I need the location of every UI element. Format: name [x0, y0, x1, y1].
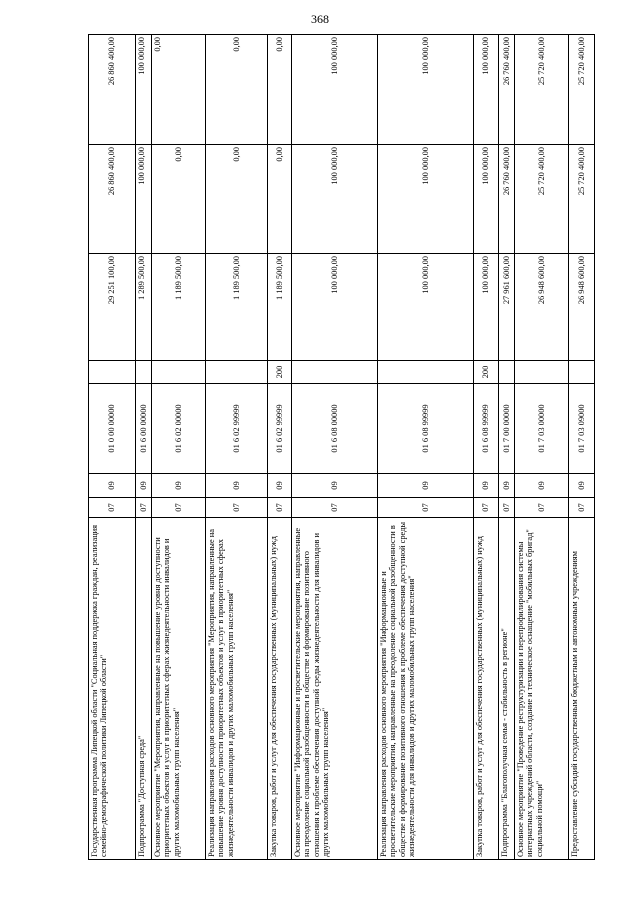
row-name: Предоставление субсидий государственным бюджетным и автономным учреждениям [569, 518, 595, 860]
row-amount-1: 100 000,00 [474, 254, 499, 361]
row-amount-2: 26 860 400,00 [89, 145, 136, 254]
row-amount-3: 100 000,00 [378, 35, 474, 145]
row-name: Основное мероприятие "Информационные и просветительские мероприятия, направленные на преодоление социальной разобщенности в обществе и формирование позитивного отношения к проблеме обеспечения доступной среды жизнедеятельности для инвалидов и других маломобильных групп населения" [292, 518, 378, 860]
row-section: 07 [378, 498, 474, 518]
row-section: 07 [206, 498, 268, 518]
row-amount-3: 100 000,00 [292, 35, 378, 145]
row-amount-1: 29 251 100,00 [89, 254, 136, 361]
row-expense-type: 200 [474, 361, 499, 384]
row-subsection: 09 [499, 474, 515, 498]
row-amount-1: 1 189 500,00 [268, 254, 292, 361]
row-expense-type [499, 361, 515, 384]
table-row [569, 35, 595, 860]
row-subsection: 09 [569, 474, 595, 498]
row-amount-3: 25 720 400,00 [569, 35, 595, 145]
row-amount-2: 25 720 400,00 [515, 145, 569, 254]
row-amount-2: 0,00 [152, 145, 206, 254]
row-amount-1: 26 948 600,00 [569, 254, 595, 361]
row-amount-3: 25 720 400,00 [515, 35, 569, 145]
row-name: Реализация направления расходов основного мероприятия "Мероприятия, направленные на повышение уровня доступности приоритетных объектов и услуг в приоритетных сферах жизнедеятельности инвалидов и других маломобильных групп населения" [206, 518, 268, 860]
row-section: 07 [499, 498, 515, 518]
row-target: 01 7 03 09000 [569, 384, 595, 474]
page-number: 368 [311, 12, 329, 26]
row-expense-type [515, 361, 569, 384]
row-amount-3: 100 000,00 [136, 35, 152, 145]
row-expense-type: 200 [268, 361, 292, 384]
row-name: Реализация направления расходов основного мероприятия "Информационные и просветительские мероприятия, направленные на преодоление социальной разобщенности в обществе и формирование позитивного отношения к проблеме обеспечения доступной среды жизнедеятельности для инвалидов и других маломобильных групп населения" [378, 518, 474, 860]
row-subsection: 09 [474, 474, 499, 498]
row-subsection: 09 [152, 474, 206, 498]
row-amount-2: 0,00 [206, 145, 268, 254]
row-target: 01 7 03 00000 [515, 384, 569, 474]
row-expense-type [89, 361, 136, 384]
row-amount-2: 25 720 400,00 [569, 145, 595, 254]
row-target: 01 6 08 00000 [292, 384, 378, 474]
row-name: Основное мероприятие "Мероприятия, направленные на повышение уровня доступности приоритетных объектов и услуг в приоритетных сферах жизнедеятельности инвалидов и других маломобильных групп населения" [152, 518, 206, 860]
row-amount-1: 1 189 500,00 [206, 254, 268, 361]
row-amount-1: 27 961 600,00 [499, 254, 515, 361]
row-expense-type [206, 361, 268, 384]
row-name: Основное мероприятие "Проведение реструктуризации и перепрофилирования системы интернатных учреждений области, создание и техническое оснащение "мобильных бригад" социальной помощи" [515, 518, 569, 860]
table-row [292, 35, 378, 860]
table-row [499, 35, 515, 860]
row-section: 07 [515, 498, 569, 518]
table-row [152, 35, 206, 860]
table-row [89, 35, 136, 860]
rotated-table-container [88, 35, 586, 860]
row-amount-1: 1 289 500,00 [136, 254, 152, 361]
row-section: 07 [152, 498, 206, 518]
row-expense-type [136, 361, 152, 384]
row-section: 07 [292, 498, 378, 518]
row-subsection: 09 [292, 474, 378, 498]
row-amount-2: 100 000,00 [136, 145, 152, 254]
row-subsection: 09 [89, 474, 136, 498]
row-amount-1: 100 000,00 [292, 254, 378, 361]
row-amount-3: 0,00 [206, 35, 268, 145]
row-name: Закупка товаров, работ и услуг для обеспечения государственных (муниципальных) нужд [474, 518, 499, 860]
row-amount-3: 0,00 [152, 35, 206, 145]
row-target: 01 7 00 00000 [499, 384, 515, 474]
row-amount-2: 100 000,00 [378, 145, 474, 254]
row-target: 01 6 02 99999 [206, 384, 268, 474]
budget-table [88, 34, 595, 860]
row-subsection: 09 [136, 474, 152, 498]
table-row [136, 35, 152, 860]
table-body [89, 35, 595, 860]
row-section: 07 [474, 498, 499, 518]
row-subsection: 09 [515, 474, 569, 498]
row-section: 07 [569, 498, 595, 518]
row-amount-3: 26 760 400,00 [499, 35, 515, 145]
row-expense-type [292, 361, 378, 384]
row-expense-type [152, 361, 206, 384]
row-section: 07 [268, 498, 292, 518]
row-target: 01 6 08 99999 [378, 384, 474, 474]
row-target: 01 6 08 99999 [474, 384, 499, 474]
row-amount-2: 100 000,00 [474, 145, 499, 254]
table-row [378, 35, 474, 860]
row-name: Закупка товаров, работ и услуг для обеспечения государственных (муниципальных) нужд [268, 518, 292, 860]
table-row [515, 35, 569, 860]
row-subsection: 09 [206, 474, 268, 498]
row-subsection: 09 [378, 474, 474, 498]
table-row [268, 35, 292, 860]
table-row [474, 35, 499, 860]
row-amount-2: 100 000,00 [292, 145, 378, 254]
rotated-page [88, 35, 586, 860]
row-amount-1: 1 189 500,00 [152, 254, 206, 361]
row-section: 07 [136, 498, 152, 518]
row-section: 07 [89, 498, 136, 518]
row-name: Государственная программа Липецкой области "Социальная поддержка граждан, реализация семейно-демографической политики Липецкой области" [89, 518, 136, 860]
row-target: 01 6 02 99999 [268, 384, 292, 474]
row-expense-type [569, 361, 595, 384]
row-target: 01 6 02 00000 [152, 384, 206, 474]
row-subsection: 09 [268, 474, 292, 498]
row-amount-3: 26 860 400,00 [89, 35, 136, 145]
row-amount-1: 100 000,00 [378, 254, 474, 361]
table-row [206, 35, 268, 860]
row-amount-3: 100 000,00 [474, 35, 499, 145]
row-name: Подпрограмма "Доступная среда" [136, 518, 152, 860]
row-amount-2: 0,00 [268, 145, 292, 254]
row-amount-3: 0,00 [268, 35, 292, 145]
row-amount-2: 26 760 400,00 [499, 145, 515, 254]
row-expense-type [378, 361, 474, 384]
row-target: 01 6 00 00000 [136, 384, 152, 474]
row-name: Подпрограмма "Благополучная семья - стабильность в регионе" [499, 518, 515, 860]
row-target: 01 0 00 00000 [89, 384, 136, 474]
row-amount-1: 26 948 600,00 [515, 254, 569, 361]
